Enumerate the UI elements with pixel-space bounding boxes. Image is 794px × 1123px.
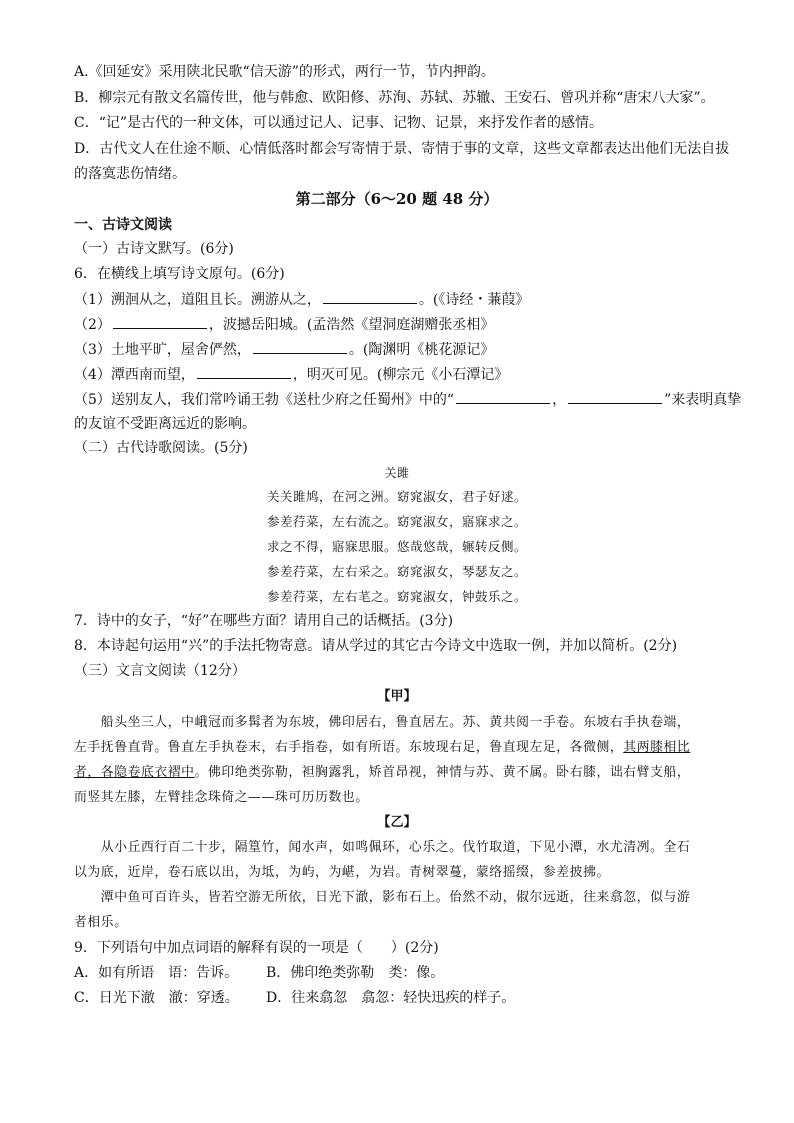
option-c: C．“记”是古代的一种文体，可以通过记人、记事、记物、记景，来抒发作者的感情。: [74, 115, 604, 131]
underlined-sentence: 其两膝相比: [623, 740, 691, 755]
q6-item5-text: （5）送别友人，我们常吟诵王勃《送杜少府之任蜀州》中的“: [74, 392, 455, 408]
q6-item1-source: 。(《诗经・蒹葭》: [418, 292, 530, 308]
q9-option-c: C．日光下澈 澈：穿透。: [74, 990, 239, 1006]
answer-blank[interactable]: [113, 314, 207, 329]
passage-jia-line1: [74, 713, 690, 733]
q6-item5-line2: 的友谊不受距离远近的影响。: [74, 416, 256, 432]
q6-item5: [74, 389, 741, 410]
q6-item5-tail: ”来表明真挚: [664, 392, 742, 408]
passage-text: 左手抚鲁直背。鲁直左手执卷末，右手指卷，如有所语。东坡现右足，鲁直现左足，各微侧，: [74, 740, 624, 755]
q6-stem: 6．在横线上填写诗文原句。(6分): [74, 266, 285, 282]
poem-line: 参差荇菜，左右流之。窈窕淑女，寤寐求之。: [266, 514, 527, 529]
passage-jia-line2: [74, 738, 690, 758]
poem-title: 关雎: [384, 466, 410, 480]
part2-title: 第二部分（6～20 题 48 分）: [295, 190, 499, 208]
sub1-title: （一）古诗文默写。(6分): [74, 241, 234, 257]
sub2-title: （二）古代诗歌阅读。(5分): [74, 440, 248, 456]
q9-option-a: A．如有所语 语：告诉。: [74, 965, 239, 981]
q6-item4-source: ，明灭可见。(柳宗元《小石潭记》: [292, 367, 509, 383]
q6-item3-source: 。(陶渊明《桃花源记》: [348, 342, 495, 358]
passage-yi-title: 【乙】: [377, 815, 417, 830]
passage-yi-line4: 者相乐。: [74, 915, 128, 930]
q6-item3: [74, 339, 494, 360]
answer-blank[interactable]: [323, 289, 417, 304]
poem-line: 求之不得，寤寐思服。悠哉悠哉，辗转反侧。: [266, 539, 527, 554]
q6-item1-text: （1）溯洄从之，道阻且长。溯游从之，: [74, 292, 321, 308]
passage-text: 从小丘西行百二十步，隔篁竹，闻水声，如鸣佩环，心乐之。伐竹取道，下见小潭，水尤清冽。全石: [100, 840, 691, 855]
sub3-title: （三）文言文阅读（12分）: [74, 663, 246, 679]
answer-blank[interactable]: [456, 389, 550, 404]
poem-line: 参差荇菜，左右采之。窈窕淑女，琴瑟友之。: [266, 564, 527, 579]
q8: 8．本诗起句运用“兴”的手法托物寄意。请从学过的其它古今诗文中选取一例，并加以简析。(2分): [74, 638, 678, 654]
passage-yi-line2: 以为底，近岸，卷石底以出，为坻，为屿，为嵁，为岩。青树翠蔓，蒙络摇缀，参差披拂。: [74, 865, 610, 880]
answer-blank[interactable]: [568, 389, 662, 404]
q6-item1: [74, 289, 529, 310]
answer-blank[interactable]: [197, 364, 291, 379]
option-b: B．柳宗元有散文名篇传世，他与韩愈、欧阳修、苏洵、苏轼、苏辙、王安石、曾巩并称“唐宋八大家”。: [74, 90, 715, 106]
underlined-sentence: 者，各隐卷底衣褶中: [74, 765, 195, 780]
q9-stem: 9．下列语句中加点词语的解释有误的一项是（ ）(2分): [74, 940, 439, 956]
q6-item5-comma: ，: [552, 392, 567, 408]
option-d-line2: 的落寞悲伤情绪。: [74, 166, 186, 182]
q9-option-b: B．佛印绝类弥勒 类：像。: [266, 965, 445, 981]
poem-line: 关关雎鸠，在河之洲。窈窕淑女，君子好逑。: [266, 489, 527, 504]
passage-text: 。佛印绝类弥勒，袒胸露乳，矫首昂视，神情与苏、黄不属。卧右膝，诎右臂支船，: [194, 765, 691, 780]
passage-text: 潭中鱼可百许头，皆若空游无所依，日光下澈，影布石上。佁然不动，俶尔远逝，往来翕忽，似与游: [100, 890, 691, 905]
passage-yi-line1: [74, 838, 690, 858]
q6-item4: [74, 364, 508, 385]
q6-item4-text: （4）潭西南而望，: [74, 367, 195, 383]
passage-jia-line4: 而竖其左膝，左臂挂念珠倚之——珠可历历数也。: [74, 790, 369, 805]
q6-item2-text: ，波撼岳阳城。(孟浩然《望洞庭湖赠张丞相》: [208, 317, 495, 333]
passage-jia-title: 【甲】: [377, 689, 417, 704]
q6-item3-text: （3）土地平旷，屋舍俨然，: [74, 342, 251, 358]
option-a: A.《回延安》采用陕北民歌“信天游”的形式，两行一节，节内押韵。: [74, 64, 495, 80]
passage-jia-line3: [74, 763, 690, 783]
q7: 7．诗中的女子，“好”在哪些方面？请用自己的话概括。(3分): [74, 613, 454, 629]
q6-item2: [74, 314, 494, 335]
passage-yi-line3: [74, 888, 690, 908]
poem-line: 参差荇菜，左右芼之。窈窕淑女，钟鼓乐之。: [266, 589, 527, 604]
answer-blank[interactable]: [253, 339, 347, 354]
option-d-line1: D．古代文人在仕途不顺、心情低落时都会写寄情于景、寄情于事的文章，这些文章都表达出他们无法自拔: [74, 141, 730, 157]
passage-text: 船头坐三人，中峨冠而多髯者为东坡，佛印居右，鲁直居左。苏、黄共阅一手卷。东坡右手执卷端，: [100, 715, 691, 730]
q6-item2-num: （2）: [74, 317, 111, 333]
q9-option-d: D．往来翕忽 翕忽：轻快迅疾的样子。: [266, 990, 516, 1006]
section1-title: 一、古诗文阅读: [74, 217, 172, 233]
